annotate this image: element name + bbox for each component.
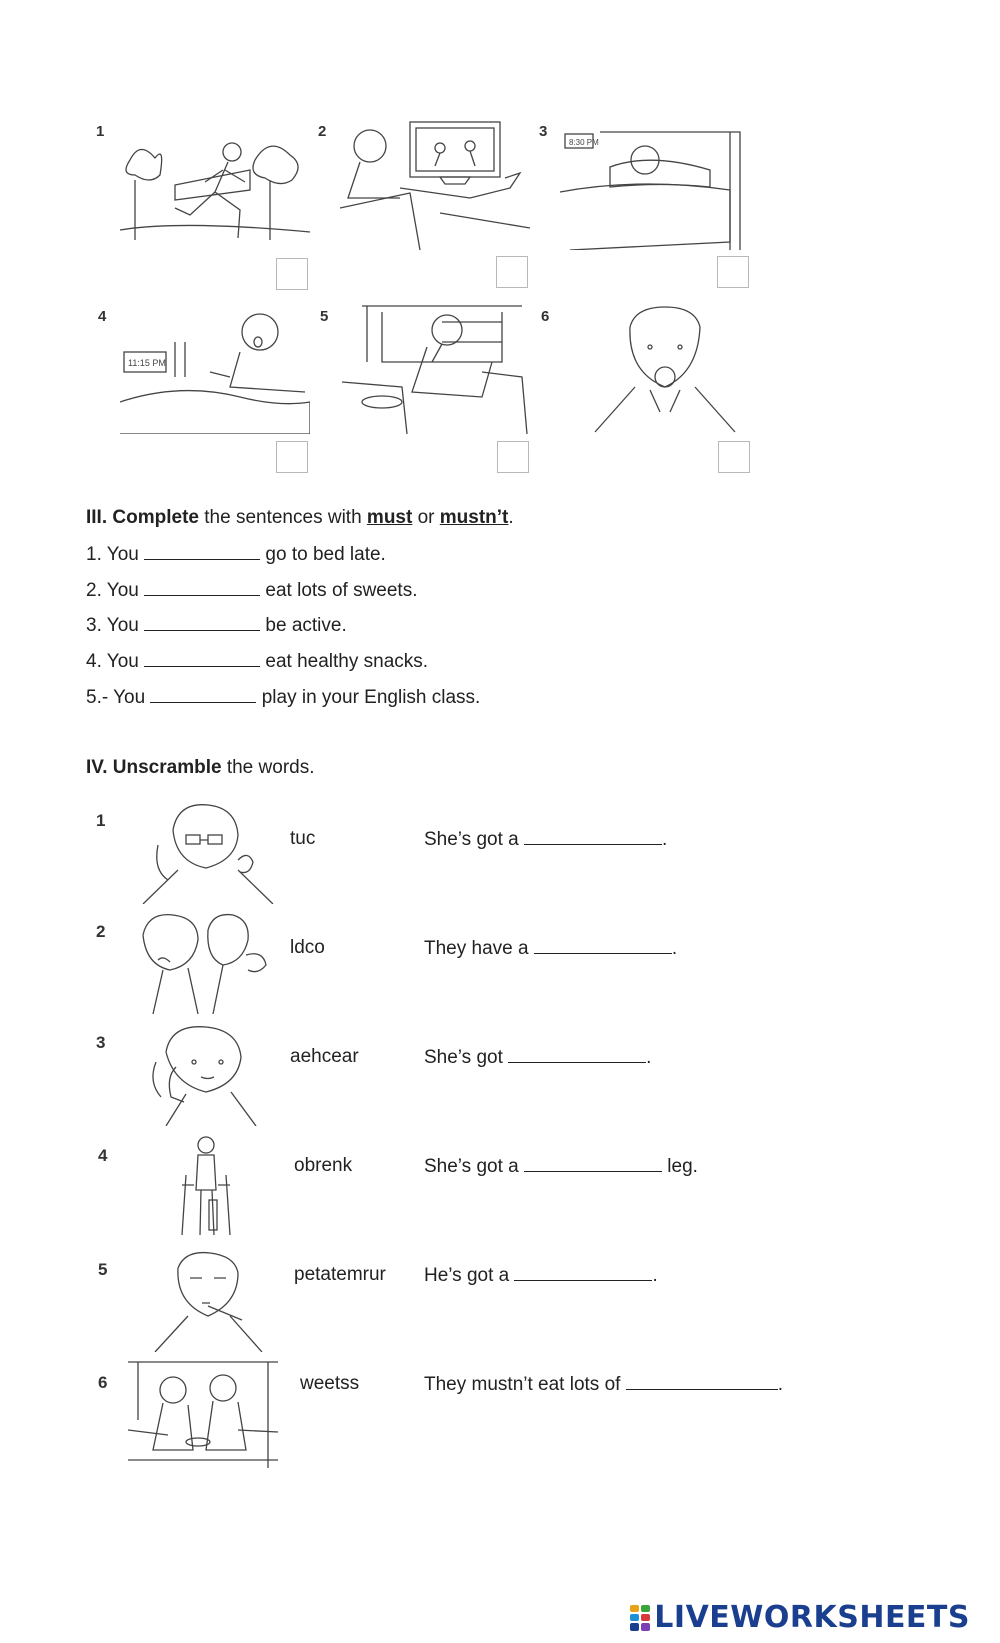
scrambled-word: tuc bbox=[290, 828, 316, 849]
answer-blank[interactable] bbox=[144, 650, 260, 667]
sentence-suffix: play in your English class. bbox=[256, 687, 481, 708]
section-4-instr: the words. bbox=[221, 757, 315, 778]
sentence-prefix: 5.- You bbox=[86, 687, 151, 708]
answer-checkbox-6[interactable] bbox=[718, 441, 750, 473]
unscramble-sentence-3 bbox=[424, 1046, 651, 1069]
item-number: 6 bbox=[98, 1373, 108, 1392]
unscramble-sentence-2 bbox=[424, 937, 677, 960]
item-number: 1 bbox=[96, 811, 106, 830]
picture-number: 3 bbox=[539, 123, 548, 140]
sentence-suffix: be active. bbox=[260, 615, 347, 636]
picture-snacking-boy bbox=[342, 302, 532, 434]
sentence-1 bbox=[86, 543, 386, 566]
sentence-suffix: go to bed late. bbox=[260, 544, 386, 565]
sentence-suffix: eat lots of sweets. bbox=[260, 580, 418, 601]
sentence-prefix: She’s got bbox=[424, 1047, 509, 1068]
sentence-prefix: She’s got a bbox=[424, 1156, 525, 1177]
snacking-boy-drawing bbox=[342, 302, 532, 434]
section-3-heading bbox=[86, 507, 514, 529]
keyword-mustnt: mustn’t bbox=[439, 507, 509, 528]
sentence-suffix: . bbox=[671, 938, 678, 959]
section-3-roman: III. bbox=[86, 507, 108, 528]
clock-text: 8:30 PM bbox=[569, 138, 599, 147]
clock-text: 11:15 PM bbox=[128, 358, 166, 368]
section-4-roman: IV. bbox=[86, 757, 108, 778]
section-4-keyword: Unscramble bbox=[112, 757, 222, 778]
section-3-period: . bbox=[508, 507, 514, 528]
scrambled-word: ldco bbox=[290, 937, 325, 958]
sleeping-boy-drawing bbox=[560, 112, 750, 250]
picture-number: 6 bbox=[541, 308, 550, 325]
picture-number: 2 bbox=[318, 123, 327, 140]
sentence-prefix: He’s got a bbox=[424, 1265, 515, 1286]
answer-blank[interactable] bbox=[144, 579, 260, 596]
running-boy-drawing bbox=[120, 120, 310, 250]
picture-yawning-boy bbox=[120, 302, 310, 434]
answer-blank[interactable] bbox=[524, 1155, 662, 1172]
section-3-keyword: Complete bbox=[112, 507, 199, 528]
answer-blank[interactable] bbox=[508, 1046, 646, 1063]
picture-sleeping-boy bbox=[560, 112, 750, 250]
answer-blank[interactable] bbox=[150, 686, 256, 703]
broken-leg-girl-drawing bbox=[176, 1135, 236, 1239]
logo-text: LIVEWORKSHEETS bbox=[654, 1600, 970, 1635]
sentence-suffix: leg. bbox=[662, 1156, 698, 1177]
sentence-prefix: 2. You bbox=[86, 580, 145, 601]
scrambled-word: aehcear bbox=[290, 1046, 359, 1067]
answer-blank[interactable] bbox=[524, 828, 662, 845]
yawning-boy-drawing bbox=[120, 302, 310, 434]
answer-checkbox-1[interactable] bbox=[276, 258, 308, 290]
cut-girl-drawing bbox=[138, 800, 278, 904]
answer-checkbox-2[interactable] bbox=[496, 256, 528, 288]
scrambled-word: petatemrur bbox=[294, 1264, 386, 1285]
sentence-5 bbox=[86, 686, 480, 709]
unscramble-sentence-6 bbox=[424, 1373, 783, 1396]
answer-checkbox-5[interactable] bbox=[497, 441, 529, 473]
sentence-prefix: 3. You bbox=[86, 615, 145, 636]
answer-blank[interactable] bbox=[626, 1373, 778, 1390]
sentence-suffix: . bbox=[652, 1265, 658, 1286]
picture-sweets-kids bbox=[128, 1360, 278, 1468]
item-number: 5 bbox=[98, 1260, 108, 1279]
picture-number: 4 bbox=[98, 308, 107, 325]
sweets-kids-drawing bbox=[128, 1360, 278, 1468]
tv-boy-drawing bbox=[340, 118, 530, 250]
unscramble-sentence-5 bbox=[424, 1264, 658, 1287]
liveworksheets-logo[interactable] bbox=[630, 1600, 970, 1635]
picture-number: 1 bbox=[96, 123, 105, 140]
sentence-suffix: . bbox=[777, 1374, 783, 1395]
item-number: 2 bbox=[96, 922, 106, 941]
sentence-prefix: They mustn’t eat lots of bbox=[424, 1374, 626, 1395]
answer-blank[interactable] bbox=[534, 937, 672, 954]
sentence-prefix: 4. You bbox=[86, 651, 145, 672]
answer-blank[interactable] bbox=[514, 1264, 652, 1281]
sentence-suffix: . bbox=[662, 829, 668, 850]
logo-grid-icon bbox=[630, 1605, 650, 1631]
unscramble-sentence-1 bbox=[424, 828, 667, 851]
picture-cold-kids bbox=[128, 910, 276, 1014]
answer-checkbox-4[interactable] bbox=[276, 441, 308, 473]
answer-blank[interactable] bbox=[144, 543, 260, 560]
picture-apple-boy bbox=[590, 302, 740, 434]
picture-broken-leg-girl bbox=[176, 1135, 236, 1239]
apple-boy-drawing bbox=[590, 302, 740, 434]
picture-number: 5 bbox=[320, 308, 329, 325]
sentence-prefix: They have a bbox=[424, 938, 534, 959]
sentence-suffix: . bbox=[646, 1047, 652, 1068]
section-3-or: or bbox=[412, 507, 440, 528]
picture-tv-boy bbox=[340, 118, 530, 250]
temperature-boy-drawing bbox=[150, 1248, 266, 1352]
answer-blank[interactable] bbox=[144, 614, 260, 631]
item-number: 4 bbox=[98, 1146, 108, 1165]
keyword-must: must bbox=[366, 507, 413, 528]
section-3-instr: the sentences with bbox=[198, 507, 367, 528]
section-4-heading bbox=[86, 757, 315, 779]
item-number: 3 bbox=[96, 1033, 106, 1052]
picture-cut-girl bbox=[138, 800, 278, 904]
sentence-3 bbox=[86, 614, 347, 637]
picture-temperature-boy bbox=[150, 1248, 266, 1352]
sentence-prefix: She’s got a bbox=[424, 829, 525, 850]
scrambled-word: weetss bbox=[300, 1373, 360, 1394]
scrambled-word: obrenk bbox=[294, 1155, 353, 1176]
unscramble-sentence-4 bbox=[424, 1155, 698, 1178]
sentence-prefix: 1. You bbox=[86, 544, 145, 565]
sentence-4 bbox=[86, 650, 428, 673]
sentence-suffix: eat healthy snacks. bbox=[260, 651, 429, 672]
cold-kids-drawing bbox=[128, 910, 276, 1014]
picture-running-boy bbox=[120, 120, 310, 250]
picture-earache-girl bbox=[146, 1022, 264, 1126]
earache-girl-drawing bbox=[146, 1022, 264, 1126]
sentence-2 bbox=[86, 579, 417, 602]
answer-checkbox-3[interactable] bbox=[717, 256, 749, 288]
